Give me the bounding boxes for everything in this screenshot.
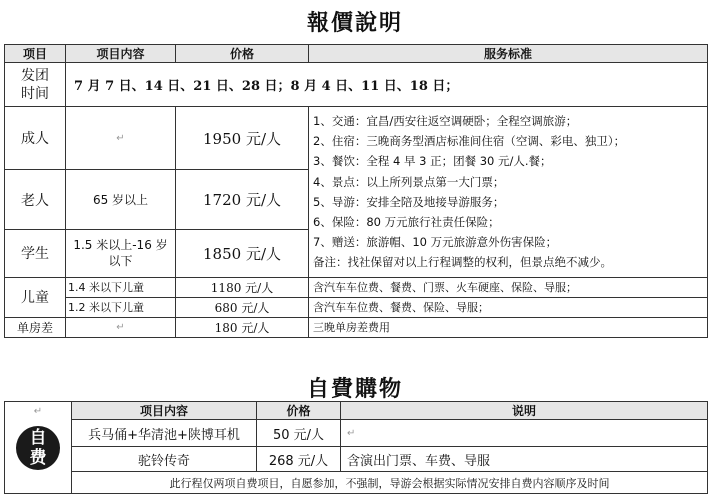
- item-student: 学生: [5, 229, 66, 277]
- price-row-adult: [5, 107, 708, 170]
- content-adult: ↵: [66, 107, 176, 170]
- self-note-2: 含演出门票、车费、导服: [341, 447, 708, 472]
- self-pay-footer-row: [5, 472, 708, 494]
- item-child: 儿童: [5, 277, 66, 317]
- header-self-price: 价格: [257, 402, 341, 420]
- header-content: 项目内容: [66, 45, 176, 63]
- service-line: 2、住宿：三晚商务型酒店标准间住宿（空调、彩电、独卫）；: [313, 134, 626, 149]
- departure-row: [5, 63, 708, 107]
- service-line: 3、餐饮：全程 4 早 3 正；团餐 30 元/人.餐；: [313, 154, 552, 169]
- self-pay-row-1: [5, 420, 708, 447]
- header-price: 价格: [176, 45, 309, 63]
- self-price-2: 268 元/人: [257, 447, 341, 472]
- content-single-room: ↵: [66, 317, 176, 337]
- header-self-note: 说明: [341, 402, 708, 420]
- self-pay-section-title: 自費購物: [306, 376, 403, 402]
- quote-section-title: 報價說明: [306, 10, 403, 36]
- self-price-1: 50 元/人: [257, 420, 341, 447]
- content-student: 1.5 米以上-16 岁以下: [66, 229, 176, 277]
- self-pay-row-2: [5, 447, 708, 472]
- corner-mark: ↵: [33, 406, 43, 417]
- price-student: 1850 元/人: [176, 229, 309, 277]
- service-standards: [309, 107, 708, 278]
- self-content-2: 驼铃传奇: [72, 447, 257, 472]
- price-row-child-1: [5, 277, 708, 297]
- header-item: 项目: [5, 45, 66, 63]
- quote-table: [4, 44, 708, 338]
- service-line: 5、导游：安排全陪及地接导游服务；: [313, 194, 505, 209]
- price-child-1: 1180 元/人: [176, 277, 309, 297]
- service-line: 备注：找社保留对以上行程调整的权利，但景点绝不减少。: [313, 255, 612, 270]
- item-adult: 成人: [5, 107, 66, 170]
- service-line: 6、保险：80 万元旅行社责任保险；: [313, 215, 500, 230]
- self-pay-footer: 此行程仅两项自费项目，自愿参加，不强制，导游会根据实际情况安排自费内容顺序及时间: [72, 472, 708, 494]
- content-senior: 65 岁以上: [66, 170, 176, 229]
- header-self-content: 项目内容: [72, 402, 257, 420]
- content-child-1: 1.4 米以下儿童: [66, 277, 176, 297]
- self-pay-badge: 自 费: [16, 426, 60, 470]
- price-row-single-room: [5, 317, 708, 337]
- service-child-2: 含汽车车位费、餐费、保险、导服；: [309, 297, 708, 317]
- self-pay-table: [4, 401, 708, 494]
- price-child-2: 680 元/人: [176, 297, 309, 317]
- service-child-1: 含汽车车位费、餐费、门票、火车硬座、保险、导服；: [309, 277, 708, 297]
- service-line: 1、交通：宜昌/西安往返空调硬卧；全程空调旅游；: [313, 114, 578, 128]
- service-line: 7、赠送：旅游帽、10 万元旅游意外伤害保险；: [313, 235, 558, 250]
- price-senior: 1720 元/人: [176, 170, 309, 229]
- item-senior: 老人: [5, 170, 66, 229]
- self-pay-header-row: [5, 402, 708, 420]
- quote-header-row: [5, 45, 708, 63]
- service-single-room: 三晚单房差费用: [309, 317, 708, 337]
- header-service: 服务标准: [309, 45, 708, 63]
- self-content-1: 兵马俑+华清池+陕博耳机: [72, 420, 257, 447]
- price-adult: 1950 元/人: [176, 107, 309, 170]
- service-line: 4、景点：以上所列景点第一大门票；: [313, 174, 505, 189]
- self-note-1: ↵: [341, 420, 708, 447]
- departure-label: 发团 时间: [5, 63, 66, 107]
- departure-dates: 7 月 7 日、14 日、21 日、28 日；8 月 4 日、11 日、18 日；: [66, 63, 708, 107]
- content-child-2: 1.2 米以下儿童: [66, 297, 176, 317]
- item-single-room: 单房差: [5, 317, 66, 337]
- price-row-child-2: [5, 297, 708, 317]
- self-pay-badge-cell: [5, 402, 72, 494]
- price-single-room: 180 元/人: [176, 317, 309, 337]
